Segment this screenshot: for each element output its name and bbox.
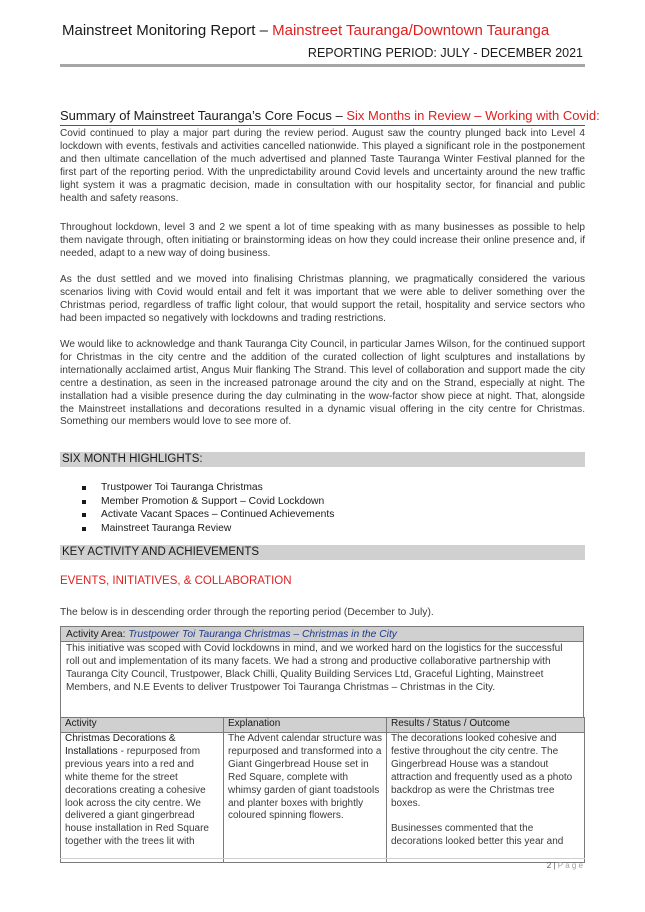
summary-paragraph-4: We would like to acknowledge and thank Tauranga City Council, in particular James Wilson, for the continued support for Christmas in the city centre and the addition of the curated collection of light sculptures and installations by internationally acclaimed artist, Angus Muir flanking The Strand. This level of collaboration and support made the city centre a destination, as seen in the increased patronage around the city and on the Strand, especially at night. The installation had a visible presence during the day culminating in the wow-factor show piece at night. That, alongside the Mainstreet installations and decorations resulted in a dynamic visual offering in the city centre for Christmas. Something our members would love to see more of. xyxy=(60,339,585,428)
summary-paragraph-1: Covid continued to play a major part during the review period. August saw the country plunged back into Level 4 lockdown with events, festivals and activities cancelled nationwide. This played a significant role in the postponement and then ultimate cancellation of the much advertised and planned Taste Tauranga Winter Festival planned for the first part of the reporting period. With the unpredictability around Covid levels and uncertainty around the new traffic light system it was a pragmatic decision, made in consultation with our hospitality sector, for financial and public health and safety reasons. xyxy=(60,128,585,204)
summary-heading-accent: Six Months in Review – Working with Covid: xyxy=(346,108,600,123)
list-item xyxy=(82,508,334,522)
activity-area-label: Activity Area: xyxy=(66,629,129,640)
results-paragraph-1: The decorations looked cohesive and festive throughout the city centre. The Gingerbread House was a standout attraction and frequently used as a photo backdrop as were the Christmas tree boxes. xyxy=(391,733,573,809)
summary-heading xyxy=(60,108,600,123)
column-header-results: Results / Status / Outcome xyxy=(387,718,585,733)
bullet-icon xyxy=(82,486,86,490)
summary-underline xyxy=(60,125,585,126)
list-item xyxy=(82,481,334,495)
activity-area-description: This initiative was scoped with Covid lockdowns in mind, and we worked hard on the logistics for the successful roll out and implementation of its many facets. We had a strong and productive collaborative partnership with Tauranga City Council, Trustpower, Black Chilli, Quality Building Services Ltd, Graceful Lighting, Mainstreet Members, and N.E Events to deliver Trustpower Toi Tauranga Christmas – Christmas in the City. xyxy=(66,643,563,693)
summary-heading-prefix: Summary of Mainstreet Tauranga’s Core Focus – xyxy=(60,108,347,123)
list-item-label: Mainstreet Tauranga Review xyxy=(101,522,232,534)
events-subheading: EVENTS, INITIATIVES, & COLLABORATION xyxy=(60,575,292,587)
summary-paragraph-2: Throughout lockdown, level 3 and 2 we spent a lot of time speaking with as many businesses as possible to help them navigate through, often initiating or brainstorming ideas on how they could increase their online presence and, if needed, adapt to a new way of doing business. xyxy=(60,222,585,259)
page-number-value: 2 | xyxy=(546,861,558,870)
list-item-label: Member Promotion & Support – Covid Lockdown xyxy=(101,495,325,507)
table-row xyxy=(61,733,585,863)
activity-area-name: Trustpower Toi Tauranga Christmas – Christmas in the City xyxy=(128,629,397,640)
highlights-list xyxy=(82,481,334,535)
report-title xyxy=(62,22,549,39)
header-divider xyxy=(60,64,585,67)
list-item xyxy=(82,522,334,536)
report-title-prefix: Mainstreet Monitoring Report – xyxy=(62,22,273,39)
column-header-explanation: Explanation xyxy=(224,718,387,733)
bullet-icon xyxy=(82,500,86,504)
results-paragraph-2: Businesses commented that the decorations looked better this year and xyxy=(391,823,564,848)
column-header-activity: Activity xyxy=(61,718,224,733)
bullet-icon xyxy=(82,527,86,531)
page-number xyxy=(547,861,583,870)
reporting-period: REPORTING PERIOD: JULY - DECEMBER 2021 xyxy=(307,46,583,60)
results-cell xyxy=(387,733,585,863)
events-intro: The below is in descending order through the reporting period (December to July). xyxy=(60,607,434,618)
summary-paragraph-3: As the dust settled and we moved into finalising Christmas planning, we pragmatically considered the various scenarios living with Covid would entail and felt it was important that we were able to deliver something over the Christmas period, regardless of traffic light colour, that would support the retail, hospitality and service sectors who had been impacted so negatively with lockdowns and trading restrictions. xyxy=(60,274,585,324)
list-item-label: Activate Vacant Spaces – Continued Achievements xyxy=(101,509,335,520)
activity-details: - repurposed from previous years into a red and white theme for the street decorations creating a cohesive look across the city centre. We delivered a giant gingerbread house installation in Red Square together with the trees lit with xyxy=(65,745,209,848)
list-item-label: Trustpower Toi Tauranga Christmas xyxy=(101,482,263,493)
report-title-accent: Mainstreet Tauranga/Downtown Tauranga xyxy=(272,22,550,39)
activity-table xyxy=(60,717,585,863)
paragraph-spacer xyxy=(391,810,580,823)
activity-cell xyxy=(61,733,224,863)
activity-area-header xyxy=(61,627,583,642)
activity-title: Christmas Decorations & Installations xyxy=(65,733,176,757)
bullet-icon xyxy=(82,513,86,517)
highlights-heading: SIX MONTH HIGHLIGHTS: xyxy=(60,452,585,467)
explanation-cell: The Advent calendar structure was repurposed and transformed into a Giant Gingerbread House set in Red Square, complete with whimsy garden of giant toadstools and planter boxes with brightly coloured spinning flowers. xyxy=(224,733,387,863)
footer-divider xyxy=(60,858,585,859)
key-activity-heading: KEY ACTIVITY AND ACHIEVEMENTS xyxy=(60,545,585,560)
page-word: P a g e xyxy=(557,861,583,870)
list-item xyxy=(82,495,334,509)
table-header-row xyxy=(61,718,585,733)
